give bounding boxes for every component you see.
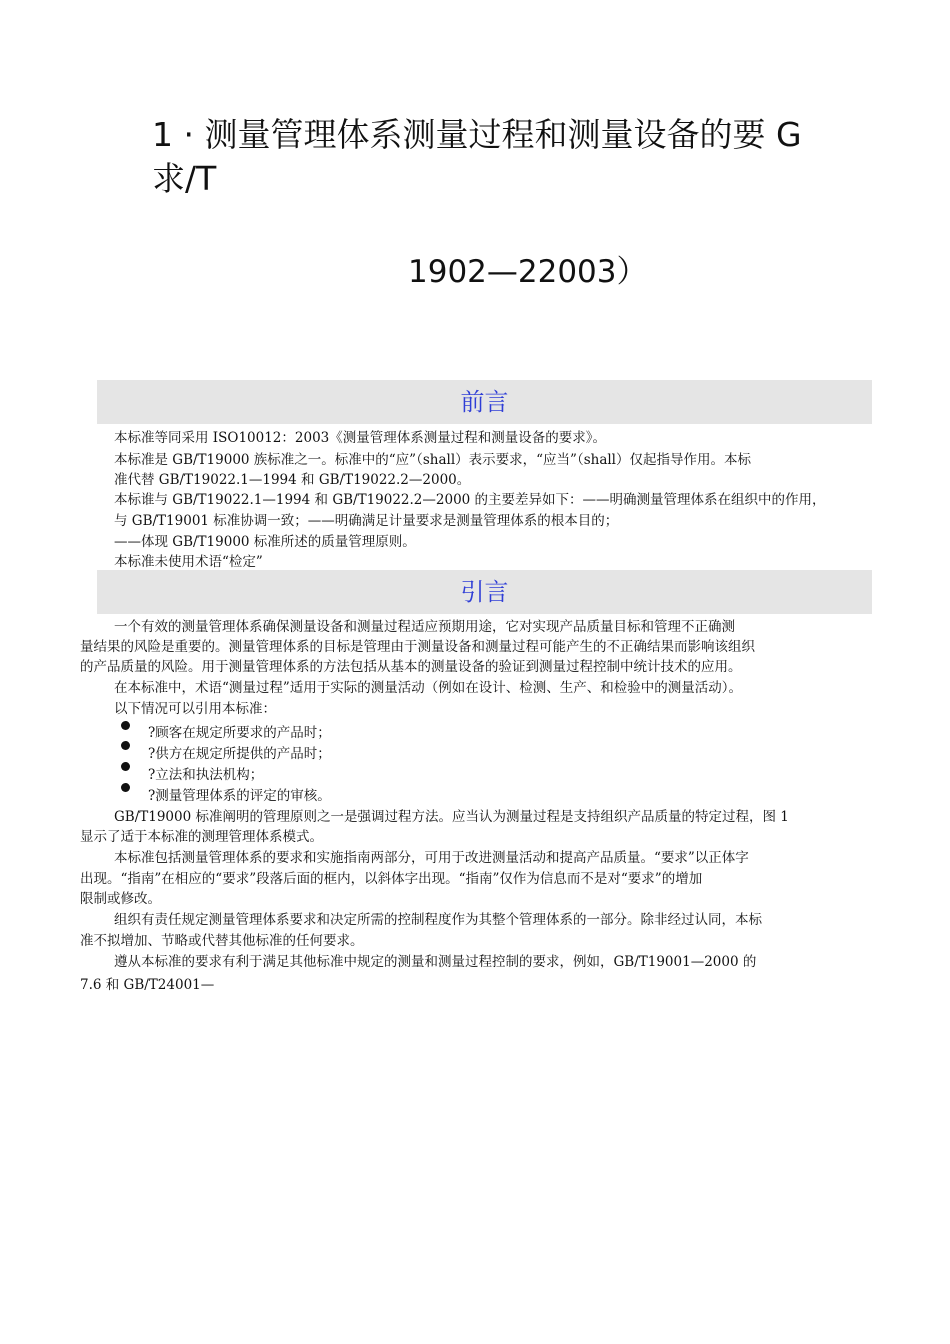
preface-line: 本标准未使用术语“检定” (114, 554, 263, 570)
intro-paragraph-line: 本标准包括测量管理体系的要求和实施指南两部分，可用于改进测量活动和提高产品质量。“要求”以正体字 (114, 850, 749, 866)
document-title (152, 113, 852, 201)
intro-paragraph-line: 一个有效的测量管理体系确保测量设备和测量过程适应预期用途，它对实现产品质量目标和管理不正确测 (114, 619, 735, 635)
intro-paragraph-line: 的产品质量的风险。用于测量管理体系的方法包括从基本的测量设备的验证到测量过程控制中统计技术的应用。 (80, 659, 742, 675)
bullet-item: ?顾客在规定所要求的产品时； (148, 725, 331, 741)
intro-paragraph-line: GB/T19000 标准阐明的管理原则之一是强调过程方法。应当认为测量过程是支持组织产品质量的特定过程，图 1 (114, 809, 789, 825)
preface-line: ——体现 GB/T19000 标准所述的质量管理原则。 (114, 534, 416, 550)
bullet-item: ?立法和执法机构； (148, 767, 264, 783)
preface-line: 准代替 GB/T19022.1—1994 和 GB/T19022.2—2000。 (114, 472, 471, 488)
bullet-item: ?测量管理体系的评定的审核。 (148, 788, 331, 804)
preface-line: 本标谁与 GB/T19022.1—1994 和 GB/T19022.2—2000 的主要差异如下：——明确测量管理体系在组织中的作用， (114, 492, 826, 508)
intro-paragraph-line: 限制或修改。 (80, 891, 161, 907)
bullet-icon (121, 783, 130, 792)
document-subtitle: 1902—22003） (408, 254, 648, 290)
intro-paragraph-line: 遵从本标准的要求有利于满足其他标准中规定的测量和测量过程控制的要求，例如，GB/T19001—2000 的 (114, 954, 757, 970)
bullet-icon (121, 721, 130, 730)
intro-paragraph-line: 以下情况可以引用本标准： (114, 701, 276, 717)
title-line-2: 求/T (152, 159, 217, 198)
preface-line: 与 GB/T19001 标准协调一致；——明确满足计量要求是测量管理体系的根本目的； (114, 513, 619, 529)
intro-paragraph-line: 在本标准中，术语“测量过程”适用于实际的测量活动（例如在设计、检测、生产、和检验中的测量活动）。 (114, 680, 743, 696)
title-line-1: 1 · 测量管理体系测量过程和测量设备的要 G (152, 115, 802, 154)
preface-heading: 前言 (97, 380, 872, 424)
intro-heading: 引言 (97, 570, 872, 614)
bullet-icon (121, 762, 130, 771)
preface-line: 本标准等同采用 ISO10012：2003《测量管理体系测量过程和测量设备的要求》。 (114, 430, 606, 446)
intro-paragraph-line: 出现。“指南”在相应的“要求”段落后面的框内，以斜体字出现。“指南”仅作为信息而不是对“要求”的增加 (80, 871, 703, 887)
preface-line: 本标准是 GB/T19000 族标准之一。标准中的“应”（shall）表示要求，“应当”（shall）仅起指导作用。本标 (114, 452, 752, 468)
intro-paragraph-line: 准不拟增加、节略或代替其他标准的任何要求。 (80, 933, 364, 949)
intro-paragraph-line: 显示了适于本标准的测理管理体系模式。 (80, 829, 323, 845)
bullet-icon (121, 741, 130, 750)
bullet-item: ?供方在规定所提供的产品时； (148, 746, 331, 762)
intro-paragraph-line: 量结果的风险是重要的。测量管理体系的目标是管理由于测量设备和测量过程可能产生的不正确结果而影响该组织 (80, 639, 755, 655)
intro-paragraph-line: 组织有责任规定测量管理体系要求和决定所需的控制程度作为其整个管理体系的一部分。除非经过认同，本标 (114, 912, 762, 928)
intro-paragraph-line: 7.6 和 GB/T24001— (80, 977, 215, 993)
